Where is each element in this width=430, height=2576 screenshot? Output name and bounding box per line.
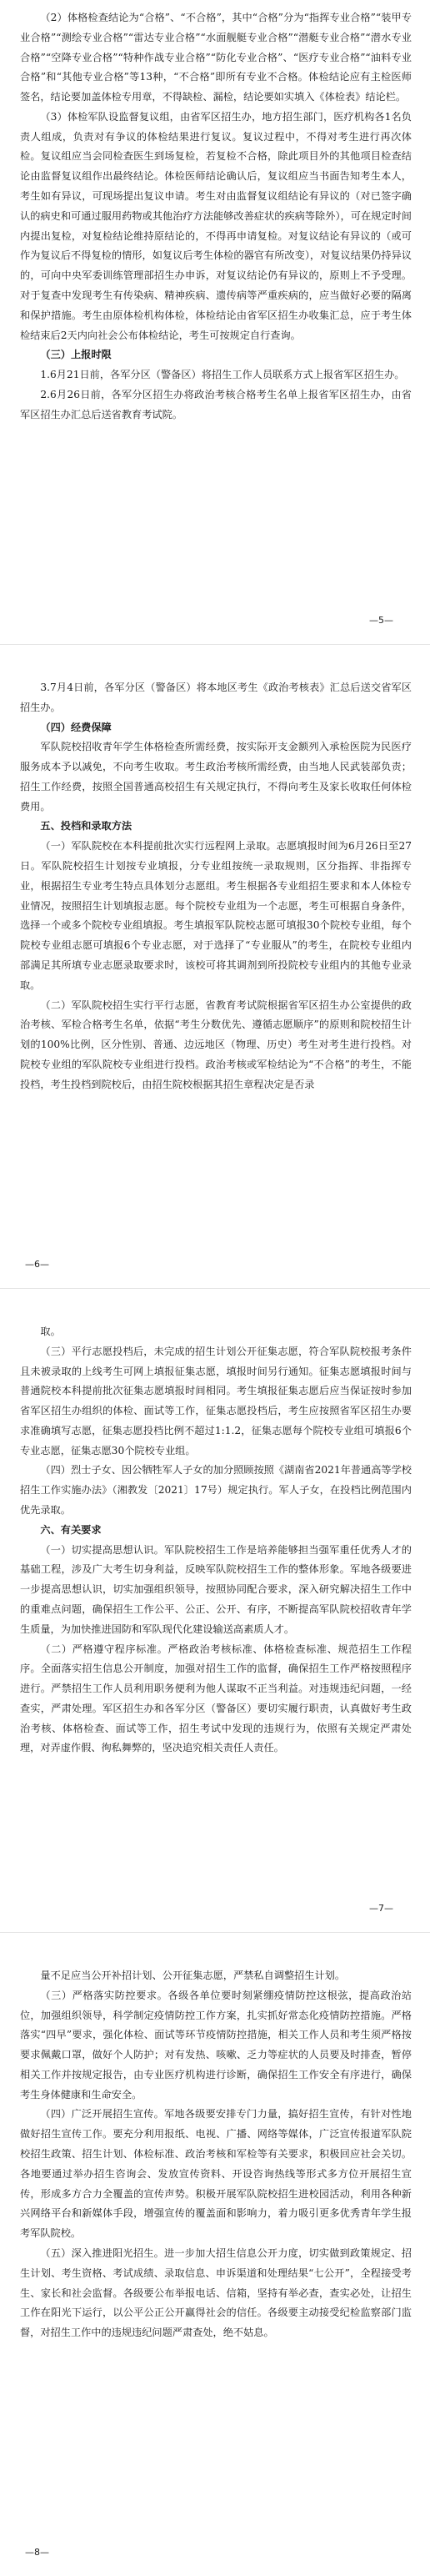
paragraph: 军队院校招收青年学生体格检查所需经费，按实际开支金额列入承检医院为民医疗服务成本予以减免，不向考生收取。考生政治考核所需经费，由当地人民武装部负责；招生工作经费，按照全国普通高校招生有关规定执行，不得向考生及家长收取任何体检费用。 (20, 741, 412, 813)
page-6 (0, 644, 430, 1288)
paragraph: （一）军队院校在本科提前批次实行远程网上录取。志愿填报时间为6月26日至27日。军队院校招生计划按专业填报，分专业组按统一录取规则，区分指挥、非指挥专业，根据招生专业考生特点具体划分志愿组。考生根据各专业组招生要求和本人体检专业情况，按照招生计划填报志愿。每个院校专业组为一个志愿，考生可根据自身条件，选择一个或多个院校专业组填报。考生填报军队院校志愿可填报30个院校专业组，每个院校专业组志愿可填报6个专业志愿，对于选择了“专业服从”的考生，在院校专业组内部满足其所填专业志愿录取要求时，该校可将其调剂到所投院校专业组内的其他专业录取。 (20, 840, 412, 991)
paragraph: 量不足应当公开补招计划、公开征集志愿，严禁私自调整招生计划。 (40, 1970, 346, 1981)
sub-heading: （三）上报时限 (40, 349, 112, 361)
section-heading: 五、投档和录取方法 (40, 820, 132, 833)
paragraph: 2.6月26日前，各军分区招生办将政治考核合格考生名单上报省军区招生办，由省军区招生办汇总后送省教育考试院。 (20, 388, 412, 420)
page-8 (0, 1932, 430, 2576)
paragraph: 3.7月4日前，各军分区（警备区）将本地区考生《政治考核表》汇总后送交省军区招生办。 (20, 682, 412, 713)
page-5 (0, 0, 430, 644)
paragraph: （五）深入推进阳光招生。进一步加大招生信息公开力度，切实做到政策规定、招生计划、考生资格、考试成绩、录取信息、申诉渠道和处理结果“七公开”，全程接受考生、家长和社会监督。各级要公布举报电话、信箱，坚持有举必查，查实必处，让招生工作在阳光下运行，以公平公正公开赢得社会的信任。各级要主动接受纪检监察部门监督，对招生工作中的违规违纪问题严肃查处，绝不姑息。 (20, 2246, 412, 2339)
paragraph: （3）体检军队设监督复议组，由省军区招生办，地方招生部门，医疗机构各1名负责人组成，负责对有争议的体检结果进行复议。复议过程中，不得对考生进行再次体检。复议组应当会同检查医生到场复检，若复检不合格，除此项目外的其他项目检查结论由监督复议组作出最终结论。体检医师结论确认后，复议组应当书面告知考生本人，考生如有异议，可现场提出复议申请。考生对由监督复议组结论有异议的（对已签字确认的病史和可通过服用药物或其他治疗方法能够改善症状的疾病等除外），可在规定时间内提出复检，对复检结论维持原结论的，不得再申请复检。对复议结论有异议的（或可作为复议后不得复检的情形，如复议后考生体检的器官有所改变），对复议结果仍持异议的，可向中央军委训练管理部招生办申诉，对复议结论仍有异议的，原则上不予受理。对于复查中发现考生有传染病、精神疾病、遗传病等严重疾病的，应当做好必要的隔离和保护措施。考生由原体检机构体检，体检结论由省军区招生办收集汇总，应于考生体检结束后2天内向社会公布体检结论，考生可按规定自行查询。 (20, 110, 412, 341)
page-number: —8— (25, 2546, 49, 2558)
paragraph: （一）切实提高思想认识。军队院校招生工作是培养能够担当强军重任优秀人才的基础工程，涉及广大考生切身利益，反映军队院校招生工作的整体形象。军地各级要进一步提高思想认识，切实加强组织领导，按照协同配合要求，深入研究解决招生工作中的重难点问题，确保招生工作公平、公正、公开、有序，不断提高军队院校招收青年学生质量，为加快推进国防和军队现代化建设输送高素质人才。 (20, 1543, 412, 1635)
page-number: —6— (25, 1258, 49, 1270)
page-number: —5— (369, 614, 393, 626)
paragraph: （四）烈士子女、因公牺牲军人子女的加分照顾按照《湖南省2021年普通高等学校招生工作实施办法》（湘教发〔2021〕17号）规定执行。军人子女，在投档比例范围内优先录取。 (20, 1464, 412, 1517)
sub-heading: （四）经费保障 (40, 721, 112, 733)
paragraph: （三）严格落实防控要求。各级各单位要时刻紧绷疫情防控这根弦，提高政治站位，加强组织领导，科学制定疫情防控工作方案，扎实抓好常态化疫情防控措施。严格落实“四早”要求，强化体检、面试等环节疫情防控措施，相关工作人员和考生须严格按要求佩戴口罩，做好个人防护；对有发热、咳嗽、乏力等症状的人员要及时排查，暂停相关工作并按规定报告，由专业医疗机构进行诊断，确保招生工作安全有序进行，确保考生身体健康和生命安全。 (20, 1989, 412, 2101)
paragraph: 取。 (40, 1326, 61, 1337)
section-heading: 六、有关要求 (40, 1523, 102, 1536)
page-number: —7— (369, 1902, 393, 1914)
paragraph: 1.6月21日前，各军分区（警备区）将招生工作人员联系方式上报省军区招生办。 (40, 369, 405, 381)
paragraph: （2）体格检查结论为“合格”、“不合格”，其中“合格”分为“指挥专业合格”“装甲专业合格”“测绘专业合格”“雷达专业合格”“水面舰艇专业合格”“潜艇专业合格”“潜水专业合格”“空降专业合格”“特种作战专业合格”“防化专业合格”、“医疗专业合格”“油料专业合格”和“其他专业合格”等13种，“不合格”即所有专业不合格。体检结论应有主检医师签名，结论要加盖体检专用章，不得缺检、漏检，结论要如实填入《体检表》结论栏。 (20, 12, 412, 103)
paragraph: （二）军队院校招生实行平行志愿，省教育考试院根据省军区招生办公室提供的政治考核、军检合格考生名单，依据“考生分数优先、遵循志愿顺序”的原则和院校招生计划的100%比例，区分性别、普通、边远地区（物理、历史）考生对考生进行投档。对院校专业组的军队院校专业组进行投档。政治考核或军检结论为“不合格”的考生，不能投档，考生投档到院校后，由招生院校根据其招生章程决定是否录 (20, 999, 412, 1090)
page-7 (0, 1288, 430, 1932)
paragraph: （三）平行志愿投档后，未完成的招生计划公开征集志愿，符合军队院校报考条件且未被录取的上线考生可网上填报征集志愿，填报时间另行通知。征集志愿填报时间与普通院校本科提前批次征集志愿填报时间相同。考生填报征集志愿后应当保证按时参加省军区招生办组织的体检、面试等工作，征集志愿投档后，考生应按照省军区招生办要求准确填写志愿，征集志愿投档比例不超过1:1.2，征集志愿每个院校专业组可填报6个专业志愿，征集志愿30个院校专业组。 (20, 1345, 412, 1457)
paragraph: （二）严格遵守程序标准。严格政治考核标准、体格检查标准、规范招生工作程序。全面落实招生信息公开制度，加强对招生工作的监督，确保招生工作严格按照程序进行。严禁招生工作人员利用职务便利为他人谋取不正当利益。对违规违纪问题，一经查实，严肃处理。军区招生办和各军分区（警备区）要切实履行职责，认真做好考生政治考核、体格检查、面试等工作，招生考试中发现的违规行为，依照有关规定严肃处理，对弄虚作假、徇私舞弊的，坚决追究相关责任人责任。 (20, 1643, 412, 1754)
paragraph: （四）广泛开展招生宣传。军地各级要安排专门力量，搞好招生宣传，有针对性地做好招生宣传工作。要充分利用报纸、电视、广播、网络等媒体，广泛宣传报道军队院校招生政策、招生计划、体检标准、政治考核和军检等有关要求，积极回应社会关切。各地要通过举办招生咨询会、发放宣传资料、开设咨询热线等形式多方位开展招生宣传，形成多方合力全覆盖的宣传声势。积极开展军队院校招生进校园活动，利用各种新兴网络平台和新媒体手段，增强宣传的覆盖面和影响力，着力吸引更多优秀青年学生报考军队院校。 (20, 2108, 412, 2240)
